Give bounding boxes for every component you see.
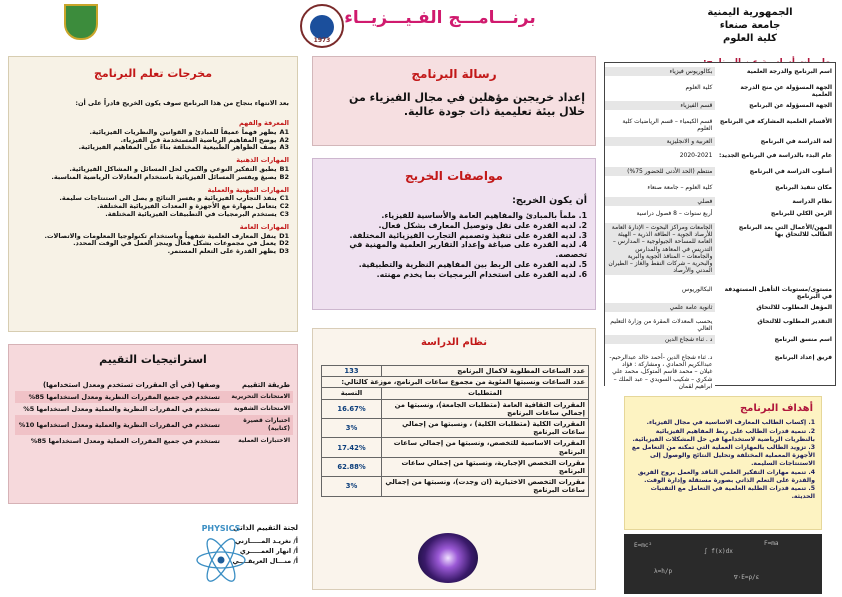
assessment-method: الامتحانات التحريرية [223,391,293,403]
outcome-code: C3 [279,209,289,218]
info-table [604,62,836,390]
info-row [605,285,835,301]
info-value: كلية العلوم [605,83,715,99]
committee-member: أ/ انهار العمـــــري [239,547,298,555]
info-row [605,303,835,312]
total-hours-value: 133 [322,366,382,377]
outcome-item [17,174,289,182]
info-value: البكالوريوس [605,285,715,301]
info-row [605,101,835,110]
info-value: قسم الفيزياء [605,101,715,110]
info-key: نظام الدراسة [792,198,832,205]
table-row [15,403,293,415]
program-title: برنـــامـــج الفـيـــزيــاء [344,8,536,28]
study-title: نظام الدراسة [420,337,488,348]
goals-list [631,419,815,502]
total-hours-label: عدد الساعات المطلوبة لاكمال البرنامج [382,366,589,377]
specs-title: مواصفات الخريج [405,169,503,183]
info-key: المؤهل المطلوب للالتحاق [756,304,832,311]
col-requirements: المتطلبات [382,388,589,399]
committee-title: لجنة التقييم الذاتي [233,524,298,532]
info-key: اسم البرنامج والدرجة العلمية [746,68,832,75]
assessment-method: الامتحانات الشفوية [233,405,290,412]
table-row [15,391,293,403]
info-row [605,353,835,391]
info-row [605,223,835,275]
table-row [322,399,589,418]
outcome-code: A3 [279,143,289,152]
table-row [322,477,589,496]
table-row [15,415,293,435]
outcome-item [17,248,289,256]
galaxy-image [418,533,478,583]
outcome-section-title: المهارات الذهنية [236,156,289,165]
outcome-text: يظهر القدرة على التعلم المستمر. [167,247,277,256]
info-value: الجامعات ومراكز البحوث – الإدارة العامة للأرصاد الجوية – الطاقة الذرية – الهيئة العامة للمساحة الجيولوجية – المدارس – التدريس في المعاهد والمدارس والجامعات – المنافذ الجوية والبرية والبحرية – شركات النفط والغاز – الطيران المدني والأرصاد [605,223,715,275]
outcome-section-title: المهارات العامة [239,222,289,231]
outcome-text: يظهر فهماً عميقاً للمبادئ و القوانين والنظريات الفيزيائية. [89,127,277,136]
goal-item: 2. تنمية قدرات الطالب على ربط المفاهيم الفيزيائية بالنظريات الرياضية لاستخدامها في حل المشكلات الفيزيائية. [632,427,815,443]
outcome-item [17,144,289,152]
col-percentage: النسبة [322,388,382,399]
info-value: 2020-2021 [605,151,715,160]
outcomes-title: مخرجات تعلم البرنامج [93,67,213,80]
outcome-code: B2 [279,172,289,181]
info-key: لغة الدراسة في البرنامج [760,138,832,145]
physics-logo-icon [186,520,256,590]
outcome-text: يصيغ ويفسر المسائل الفيزيائية باستخدام المعادلات الرياضية المناسبة. [51,172,277,181]
info-key: الأقسام العلمية المشاركة في البرنامج [719,118,832,125]
requirement-percentage: 3% [322,419,382,438]
outcome-text: ينفذ التجارب الفيزيائية و يفسر النتائج و يصل الى استنتاجات سليمة. [59,194,277,203]
outcome-item [17,211,289,219]
distribution-label: عدد الساعات ونسبتها المئوية من مجموع ساعات البرنامج، موزعة كالتالي: [322,377,589,388]
outcome-code: D3 [279,247,289,256]
learning-outcomes-panel [8,56,298,332]
committee-member: أ/ منـــال العريقــــي [232,557,298,565]
blackboard-formula: F=ma [764,540,779,547]
assessment-panel [8,344,298,504]
outcomes-body [17,115,289,256]
info-row [605,317,835,333]
table-row [322,419,589,438]
info-row [605,83,835,99]
info-key: عام البدء بالدراسة في البرنامج الجديد: [718,152,832,159]
info-value: أربع سنوات – 8 فصول دراسية [605,209,715,218]
info-row [605,151,835,160]
info-row [605,167,835,176]
outcome-section-title: المعرفة والفهم [239,119,289,127]
info-key: المهن/الأعمال التي يعد البرنامج الطالب للالتحاق بها [738,224,832,239]
requirement-label: مقررات التخصص الإجبارية، ونسبتها من إجمالي ساعات البرنامج [382,457,589,476]
col-method: طريقة التقييم [242,381,290,389]
specs-list [319,211,587,280]
outcome-text: يستخدم البرمجيات في التطبيقات الفيزيائية المختلفة. [105,209,277,218]
outcome-code: D1 [279,231,289,240]
blackboard-formula: λ=h/p [654,568,673,575]
requirement-label: المقررات الاساسية للتخصص، ونسبتها من إجمالي ساعات البرنامج [382,438,589,457]
blackboard-image [624,534,822,594]
study-table [321,365,589,497]
republic-name: الجمهورية اليمنية [707,7,793,18]
assessment-description: تستخدم في المقررات النظرية والعملية ومعدل استخدامها 5% [23,405,220,413]
info-key: اسم منسق البرنامج [774,336,832,343]
outcome-text: يتعامل بمهارة مع الأجهزة و المعدات الفيزيائية المختلفة. [97,202,277,211]
goals-panel [624,396,822,530]
requirement-percentage: 3% [322,477,382,496]
study-system-panel [312,328,596,590]
assessment-description: تستخدم في جميع المقررات النظرية ومعدل استخدامها 85% [15,391,223,403]
outcome-text: يصف الظواهر الطبيعية المختلفة بناءً على المفاهيم الفيزيائية. [78,143,277,152]
blackboard-formula: E=mc² [634,542,653,549]
university-name: جامعة صنعاء [719,20,781,31]
info-key: مستوى/مستويات التأهيل المستهدفة في البرنامج [724,286,832,301]
faculty-logo-icon [64,4,98,40]
header-institution [670,6,830,45]
table-row [322,377,589,388]
requirement-label: المقررات الثقافية العامة (متطلبات الجامعة)، ونسبتها من إجمالي ساعات البرنامج [382,399,589,418]
assessment-table [15,379,293,447]
outcome-text: ينقل المعارف العلمية شفهياً وباستخدام تكنولوجيا المعلومات والاتصالات. [44,231,277,240]
info-key: التقدير المطلوب للالتحاق [757,318,832,325]
info-row [605,137,835,146]
info-value: بكالوريوس فيزياء [605,67,715,76]
assessment-method: اختبارات قصيرة (كتابية) [223,415,293,435]
message-text: إعداد خريجين مؤهلين في مجال الفيزياء من خلال بيئة تعليمية ذات جودة عالية. [349,91,585,118]
table-row [322,457,589,476]
table-row [322,388,589,399]
outcome-code: D2 [279,239,289,248]
info-row [605,117,835,133]
info-key: فريق إعداد البرنامج [774,354,832,361]
info-key: الزمن الكلي للبرنامج [770,210,832,217]
blackboard-formula: ∫ f(x)dx [704,548,733,555]
table-row [322,366,589,377]
info-value: يحسب المعدلات المقرة من وزارة التعليم العالي [605,317,715,333]
goals-title: أهداف البرنامج [739,403,813,414]
committee-member: أ/ نغريـد المـــــازني [234,537,298,545]
assessment-method: الاختبارات العملية [238,437,290,444]
info-row [605,209,835,218]
requirement-label: المقررات الكلية (متطلبات الكلية) ، ونسبتها من إجمالي ساعات البرنامج [382,419,589,438]
info-value: ثانوية عامة علمي [605,303,715,312]
message-title: رسالة البرنامج [411,67,497,81]
spec-item: 5. لديه القدرة على الربط بين المفاهيم النظرية والتطبيقية. [358,259,587,269]
info-key: مكان تنفيذ البرنامج [775,184,832,191]
info-key: أسلوب الدراسة في البرنامج [749,168,832,175]
outcome-code: A2 [279,135,289,144]
assessment-description: تستخدم في جميع المقررات العملية ومعدل استخدامها 85% [30,437,220,445]
requirement-percentage: 16.67% [322,399,382,418]
message-panel [312,56,596,146]
outcome-code: B1 [279,164,289,173]
university-seal-icon [300,4,344,48]
col-description: وصفها (في أي المقررات تستخدم ومعدل استخدامها) [43,381,220,389]
info-row [605,197,835,206]
outcome-section-title: المهارات المهنية والعملية [207,185,289,194]
info-value: د. ثناء شجاع الدين -أحمد خالد عبدالرحيم-عبدالكريم الحمادي ، ومشاركة : فؤاد غيلان – محمد قاسم المتوكل، محمد علي شكري – شكيب السويدي – عبد الملك – ابراهيم لقمان [605,353,715,391]
spec-item: 4. لديه القدرة على صياغة وإعداد التقارير العلمية والمهنية في تخصصه. [349,240,587,260]
table-row [322,438,589,457]
goal-item: 1. إكساب الطالب المعارف الاساسية في مجال الفيزياء. [646,419,815,426]
seal-year: 1973 [313,37,331,44]
info-key: الجهة المسؤولة عن منح الدرجة العلمية [740,84,832,99]
outcome-text: يعمل في مجموعات بشكل فعال وينجز العمل في الوقت المحدد. [73,239,277,248]
info-row [605,335,835,344]
physics-logo-text: PHYSICS [201,524,241,533]
info-value: فصلي [605,197,715,206]
outcome-code: C2 [279,202,289,211]
requirement-label: مقررات التخصص الاختيارية (ان وجدت)، ونسبتها من إجمالي ساعات البرنامج [382,477,589,496]
graduate-specs-panel [312,158,596,310]
spec-item: 6. لديه القدرة على استخدام البرمجيات بما يخدم مهنته. [376,269,587,279]
specs-intro: أن يكون الخريج: [512,195,587,206]
info-key: الجهة المسؤولة عن البرنامج [749,102,832,109]
outcomes-intro: بعد الانتهاء بنجاح من هذا البرنامج سوف يكون الخريج قادراً على أن: [75,99,289,107]
assessment-description: تستخدم في المقررات النظرية والعملية ومعدل استخدامها 10% [15,415,223,435]
info-value: العربية و الانجليزية [605,137,715,146]
outcome-code: C1 [279,194,289,203]
outcome-text: يطبق التفكير النوعي والكمي لحل المسائل و المشاكل الفيزيائية. [69,164,277,173]
info-value: منتظم (الحد الأدنى للحضور 75%) [605,167,715,176]
spec-item: 3. لديه القدرة على تنفيذ وتصميم التجارب الفيزيائية المختلفة. [349,230,587,240]
goal-item: 5. تنمية قدرات الطلبة العلمية في التعامل مع التقنيات الحديثة. [650,485,815,501]
requirement-percentage: 17.42% [322,438,382,457]
info-value: كلية العلوم – جامعة صنعاء [605,183,715,192]
spec-item: 2. لديه القدرة على نقل وتوصيل المعارف بشكل فعال. [378,220,587,230]
spec-item: 1. ملماً بالمبادئ والمفاهيم العامة والأساسية للفيزياء. [381,211,587,220]
goal-item: 4. تنمية مهارات التفكير العلمي الناقد والعمل بروح الفريق والقدرة على التعلم الذاتي بصورة مستقلة وإدارة الوقت. [637,468,815,484]
info-row [605,183,835,192]
info-row [605,67,835,76]
info-value: د . ثناء شجاع الدين [605,335,715,344]
info-value: قسم الكيمياء – قسم الرياضيات كلية العلوم [605,117,715,133]
goal-item: 3. تزويد الطالب بالمهارات العملية التي تمكنه من التعامل مع الأجهزة المعملية المختلفة وتحليل النتائج والوصول إلى الاستنتاجات السليمة. [631,444,815,467]
outcome-code: A1 [279,127,289,136]
blackboard-formula: ∇·E=ρ/ε [734,574,760,581]
outcome-text: يوضح المفاهيم الرياضية المستخدمة في الفيزياء. [120,135,277,144]
faculty-name: كلية العلوم [722,33,778,44]
assessment-title: استراتيجيات التقييم [99,353,207,366]
requirement-percentage: 62.88% [322,457,382,476]
table-row [15,435,293,447]
